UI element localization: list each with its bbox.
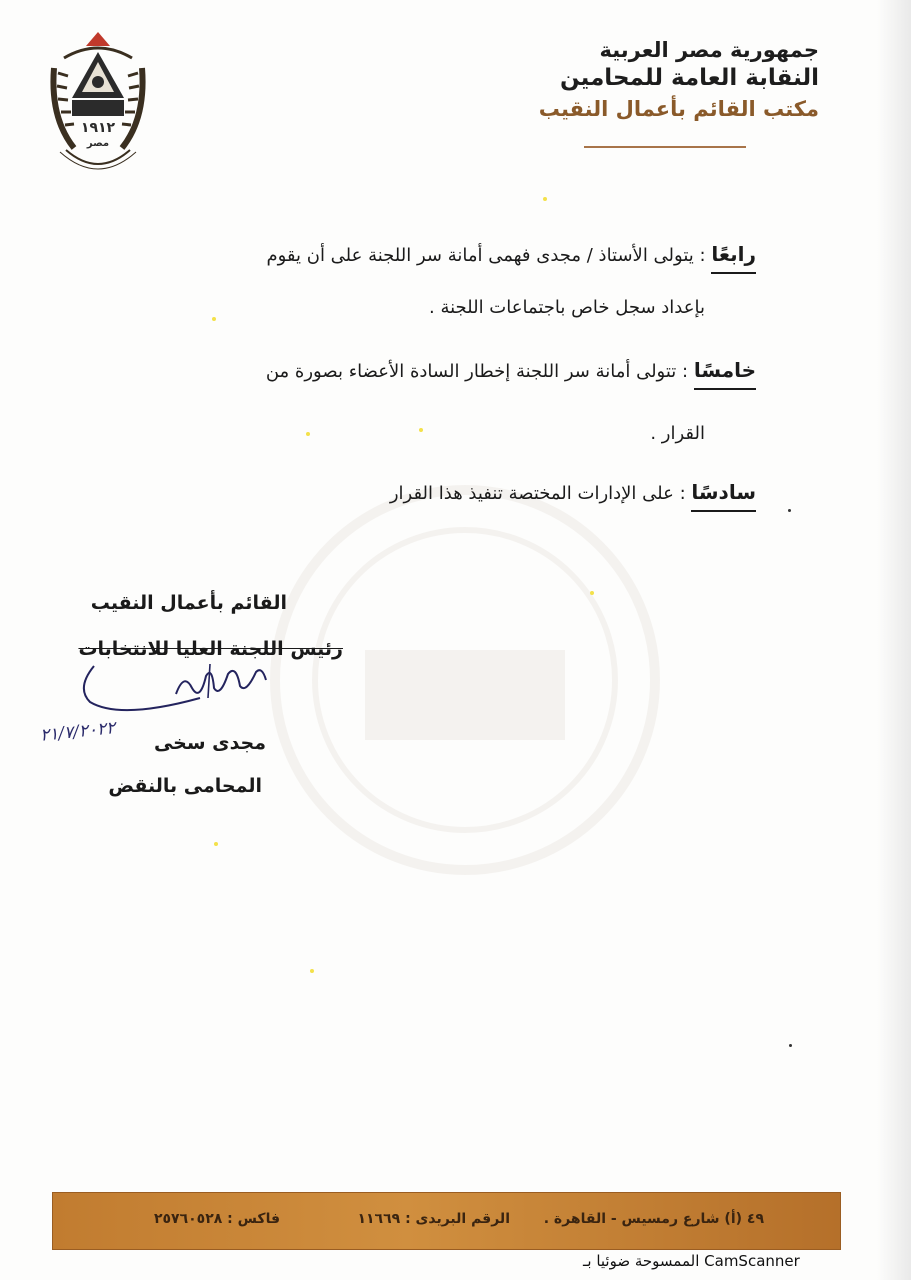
item-5-key: خامسًا	[694, 358, 756, 390]
bar-association-logo	[44, 28, 152, 176]
header-underline	[584, 146, 746, 148]
scan-dot	[590, 591, 594, 595]
signature-role: رئيس اللجنة العليا للانتخابات	[78, 638, 343, 660]
camscanner-watermark: الممسوحة ضوئيا بـ CamScanner	[583, 1252, 800, 1270]
watermark-seal	[255, 470, 675, 890]
signature-title: القائم بأعمال النقيب	[90, 592, 287, 614]
header-office: مكتب القائم بأعمال النقيب	[538, 96, 819, 121]
scan-dot	[789, 1044, 792, 1047]
scan-dot	[212, 317, 216, 321]
scan-dot	[788, 509, 791, 512]
scan-dot	[419, 428, 423, 432]
footer-fax: فاكس : ٢٥٧٦٠٥٢٨	[153, 1211, 280, 1227]
scan-dot	[310, 969, 314, 973]
header-syndicate: النقابة العامة للمحامين	[559, 65, 819, 92]
signature-name: مجدى سخى	[153, 732, 266, 754]
item-6-key: سادسًا	[691, 480, 756, 512]
handwritten-signature	[80, 658, 280, 720]
footer-address: ٤٩ (أ) شارع رمسيس - القاهرة .	[543, 1211, 764, 1227]
item-4-line-1	[266, 242, 756, 266]
item-4-key: رابعًا	[711, 242, 756, 274]
item-5-text-2: القرار .	[650, 423, 705, 444]
item-4-text-1: : يتولى الأستاذ / مجدى فهمى أمانة سر اللجنة على أن يقوم	[266, 245, 706, 266]
item-6-line	[390, 480, 756, 504]
footer-postal: الرقم البريدى : ١١٦٦٩	[357, 1211, 510, 1227]
item-4-text-2: بإعداد سجل خاص باجتماعات اللجنة .	[429, 297, 705, 318]
signature-profession: المحامى بالنقض	[108, 775, 262, 797]
header-country: جمهورية مصر العربية	[599, 38, 819, 62]
item-5-line-1	[266, 358, 756, 382]
item-5-text-1: : تتولى أمانة سر اللجنة إخطار السادة الأعضاء بصورة من	[265, 361, 689, 382]
page-edge-shadow	[877, 0, 911, 1280]
letterhead	[539, 38, 819, 122]
scan-dot	[543, 197, 547, 201]
footer-band	[52, 1192, 841, 1250]
item-6-text: : على الإدارات المختصة تنفيذ هذا القرار	[389, 483, 686, 504]
scan-dot	[214, 842, 218, 846]
logo-country: مصر	[86, 138, 110, 149]
handwritten-date: ٢١/٧/٢٠٢٢	[39, 718, 117, 746]
scan-dot	[306, 432, 310, 436]
logo-year: ١٩١٢	[80, 120, 116, 136]
